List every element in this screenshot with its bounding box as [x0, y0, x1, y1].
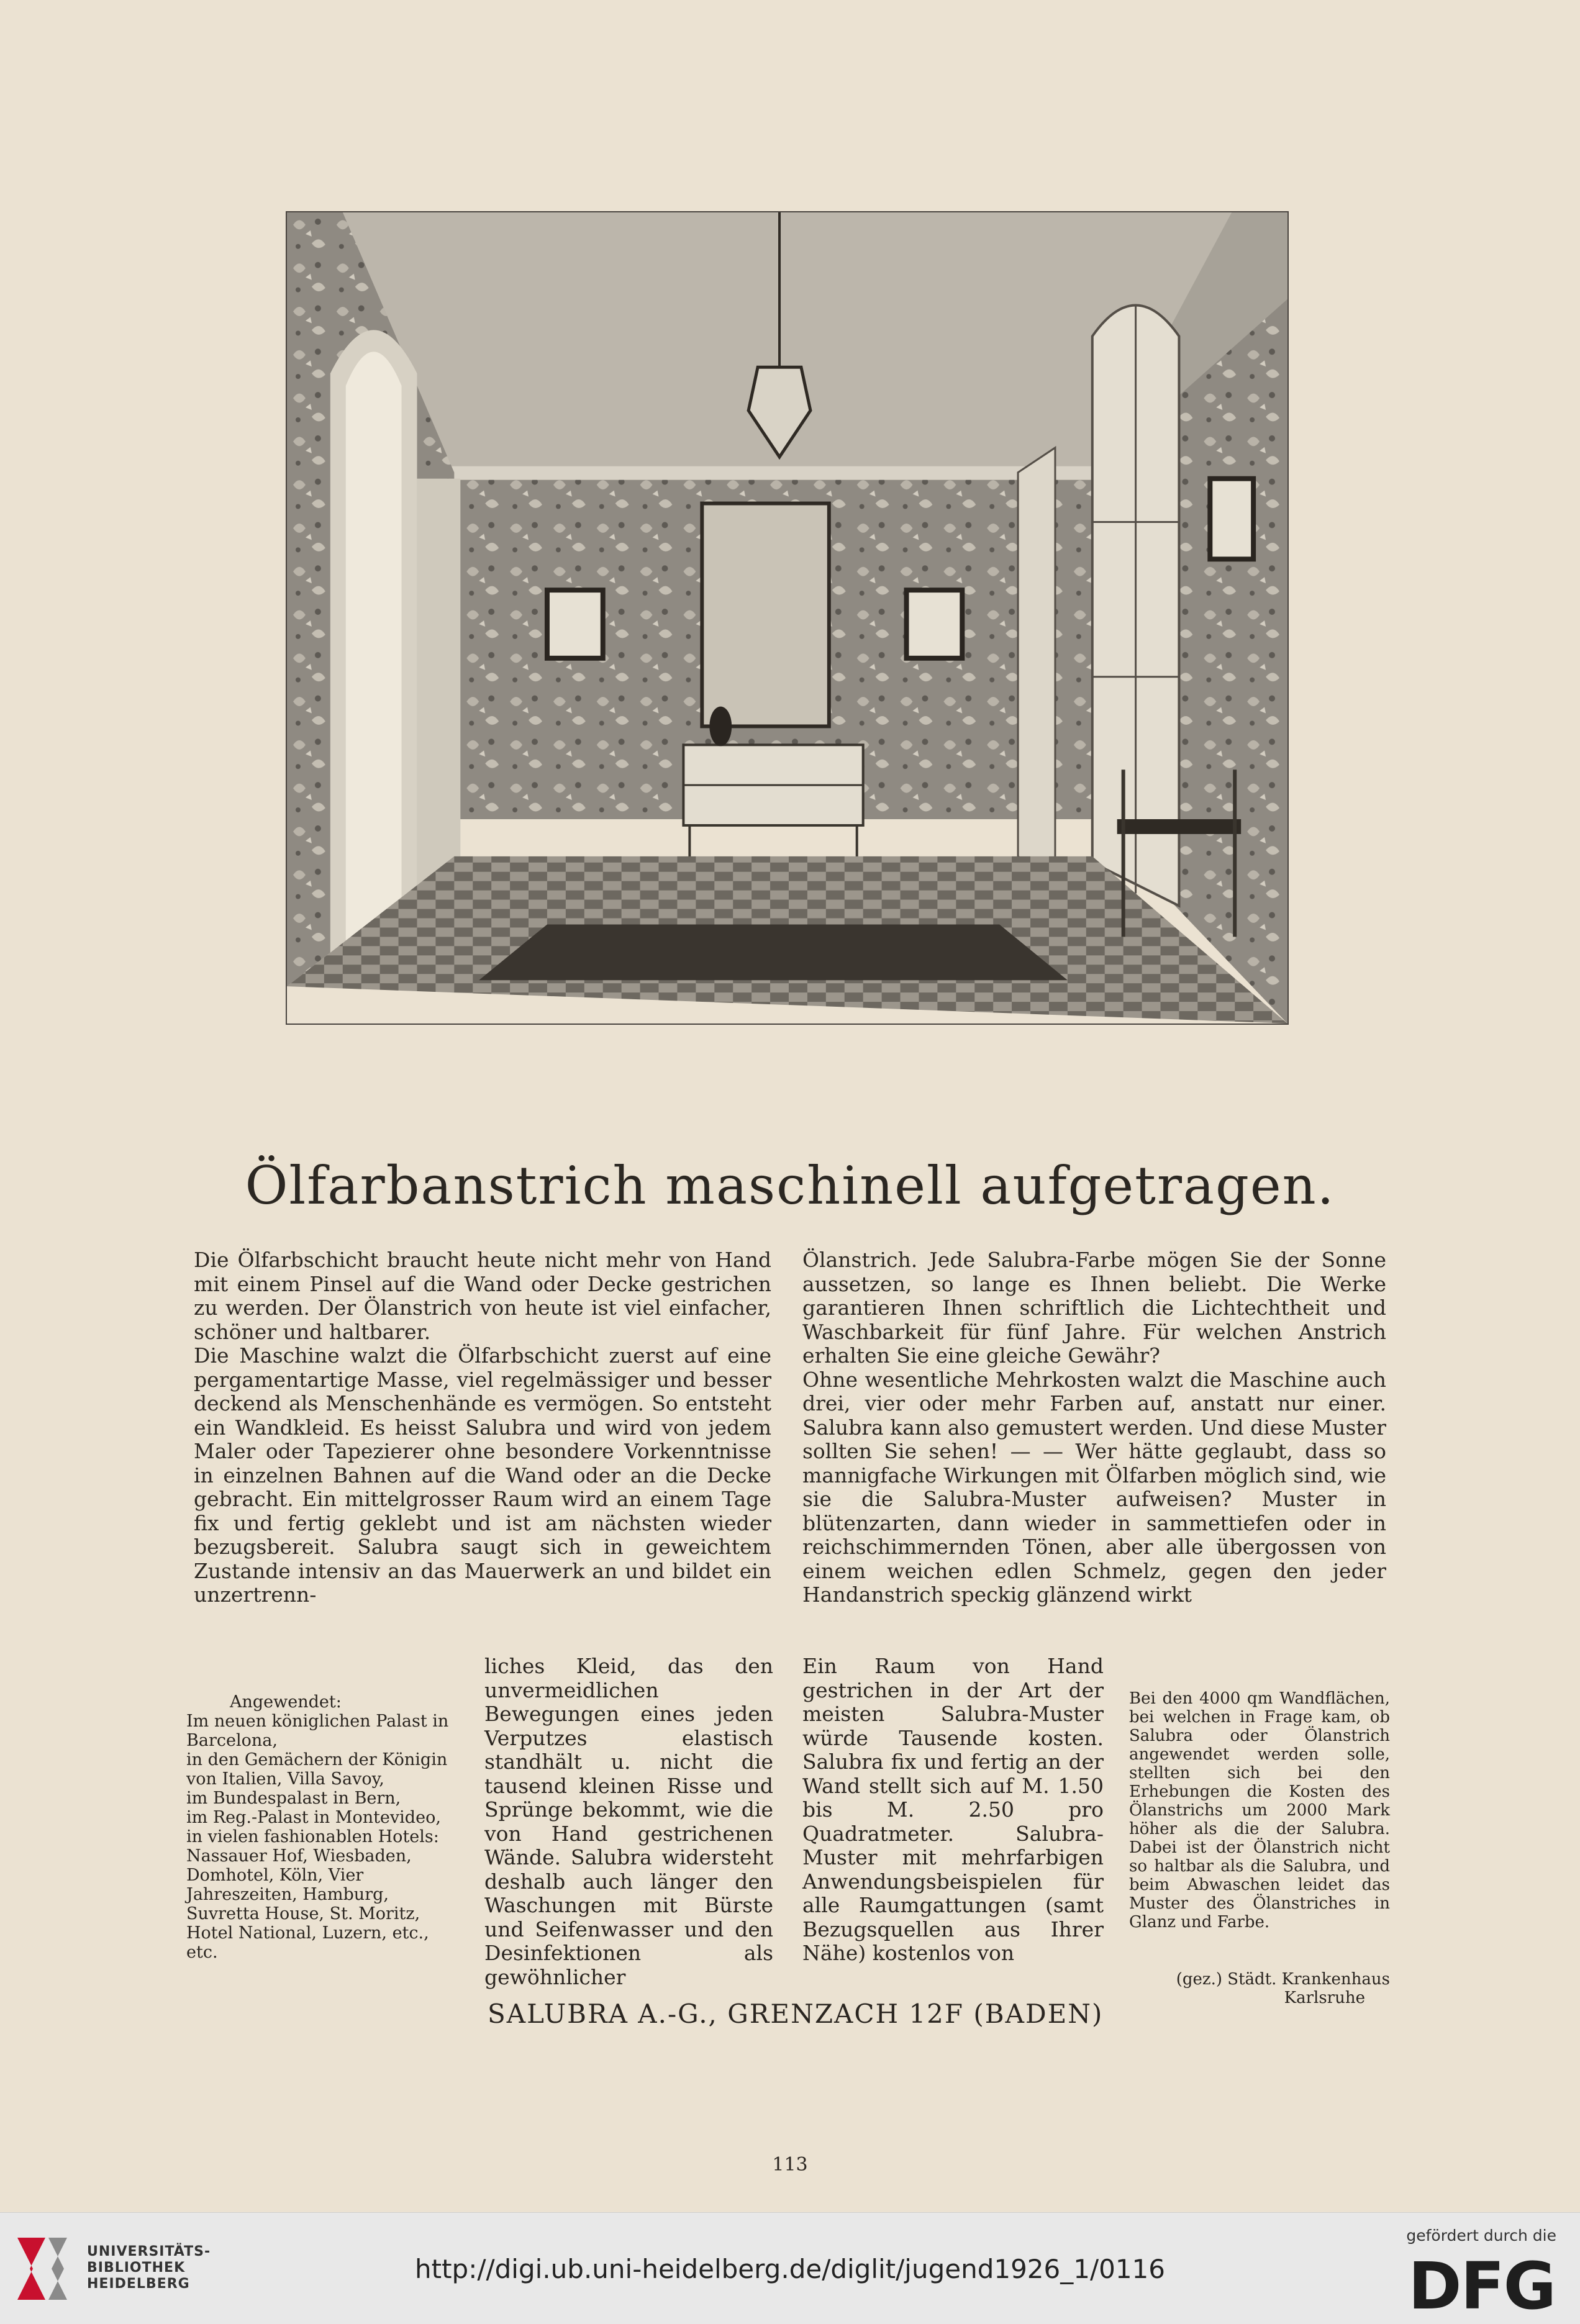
reference-item: im Reg.-Palast in Montevideo, [186, 1808, 441, 1827]
signature-line: Karlsruhe [1284, 1989, 1365, 2007]
signature-line: (gez.) Städt. Krankenhaus [1176, 1970, 1390, 1989]
references-heading: Angewendet: [230, 1692, 342, 1712]
library-name-line: UNIVERSITÄTS- [87, 2244, 211, 2259]
article-column-2 [802, 1248, 1386, 1607]
library-name-line: BIBLIOTHEK [87, 2260, 186, 2276]
testimonial-signature [1129, 1970, 1390, 2007]
interior-illustration [286, 211, 1289, 1025]
article-column-1 [194, 1248, 771, 1607]
paragraph: Die Maschine walzt die Ölfarbschicht zuerst auf eine pergamentartige Masse, viel regelmässiger und besser deckend als Menschenhände es vermögen. So entsteht ein Wandkleid. Es heisst Salubra und wird von jedem Maler oder Tapezierer ohne besondere Vorkenntnisse in einzelnen Bahnen auf die Wand oder an die Decke gebracht. Ein mittelgrosser Raum wird an einem Tage fix und fertig geklebt und ist am nächsten wieder bezugsbereit. Salubra saugt sich in geweichtem Zustande intensiv an das Mauerwerk an und bildet ein unzertrenn- [194, 1343, 771, 1607]
funding-caption: gefördert durch die [1406, 2226, 1556, 2245]
paragraph: Ölanstrich. Jede Salubra-Farbe mögen Sie der Sonne aussetzen, so lange es Ihnen beliebt. Die Werke garantieren Ihnen schriftlich die Lichtechtheit und Waschbarkeit für fünf Jahre. Für welchen Anstrich erhalten Sie eine gleiche Gewähr? [802, 1248, 1386, 1368]
testimonial-sidebar: Bei den 4000 qm Wandflächen, bei welchen in Frage kam, ob Salubra oder Ölanstrich angewendet werden solle, stellten sich bei den Erhebungen die Kosten des Ölanstrichs um 2000 Mark höher als die der Salubra. Dabei ist der Ölanstrich nicht so haltbar als die Salubra, und beim Abwaschen leidet das Muster des Ölanstriches in Glanz und Farbe. [1129, 1689, 1390, 1931]
source-url-link[interactable]: http://digi.ub.uni-heidelberg.de/diglit/jugend1926_1/0116 [414, 2254, 1165, 2284]
reference-item: Im neuen königlichen Palast in Barcelona, [186, 1712, 449, 1750]
paragraph: Die Ölfarbschicht braucht heute nicht mehr von Hand mit einem Pinsel auf die Wand oder Decke gestrichen zu werden. Der Ölanstrich von heute ist viel einfacher, schöner und haltbarer. [194, 1248, 771, 1344]
article-title: Ölfarbanstrich maschinell aufgetragen. [245, 1155, 1335, 1216]
page-number: 113 [772, 2154, 808, 2176]
paragraph: Ohne wesentliche Mehrkosten walzt die Maschine auch drei, vier oder mehr Farben auf, anstatt nur einer. Salubra kann also gemustert werden. Und diese Muster sollten Sie sehen! — — Wer hätte geglaubt, dass so mannigfache Wirkungen mit Ölfarben möglich sind, wie sie die Salubra-Muster aufweisen? Muster in blütenzarten, dann wieder in sammettiefen oder in reichschimmernden Tönen, aber alle übergossen von einem weichen edlen Schmelz, gegen den jeder Handanstrich speckig glänzend wirkt [802, 1367, 1386, 1607]
footer-bar [0, 2212, 1580, 2324]
company-address: SALUBRA A.-G., GRENZACH 12F (BADEN) [488, 1999, 1104, 2029]
article-column-2-continued: Ein Raum von Hand gestrichen in der Art der meisten Salubra-Muster würde Tausende kosten. Salubra fix und fertig an der Wand stellt sich auf M. 1.50 bis M. 2.50 pro Quadratmeter. Salubra-Muster mit mehrfarbigen Anwendungsbeispielen für alle Raumgattungen (samt Bezugsquellen aus Ihrer Nähe) kostenlos von [802, 1654, 1104, 1965]
article-column-1-continued: liches Kleid, das den unvermeidlichen Bewegungen eines jeden Verputzes elastisch standhält u. nicht die tausend kleinen Risse und Sprünge bekommt, wie die von Hand gestrichenen Wände. Salubra widersteht deshalb auch länger den Waschungen mit Bürste und Seifenwasser und den Desinfektionen als gewöhnlicher [484, 1654, 773, 1989]
library-name-line: HEIDELBERG [87, 2276, 190, 2292]
room-drawing [287, 212, 1287, 1024]
reference-item: in den Gemächern der Königin von Italien, Villa Savoy, [186, 1750, 448, 1789]
reference-item: im Bundespalast in Bern, [186, 1789, 401, 1808]
references-sidebar [186, 1692, 460, 1962]
reference-item: in vielen fashionablen Hotels: Nassauer Hof, Wiesbaden, Domhotel, Köln, Vier Jahreszeiten, Hamburg, Suvretta House, St. Moritz, Hotel National, Luzern, etc., etc. [186, 1827, 439, 1962]
dfg-logo[interactable]: DFG [1408, 2248, 1555, 2324]
